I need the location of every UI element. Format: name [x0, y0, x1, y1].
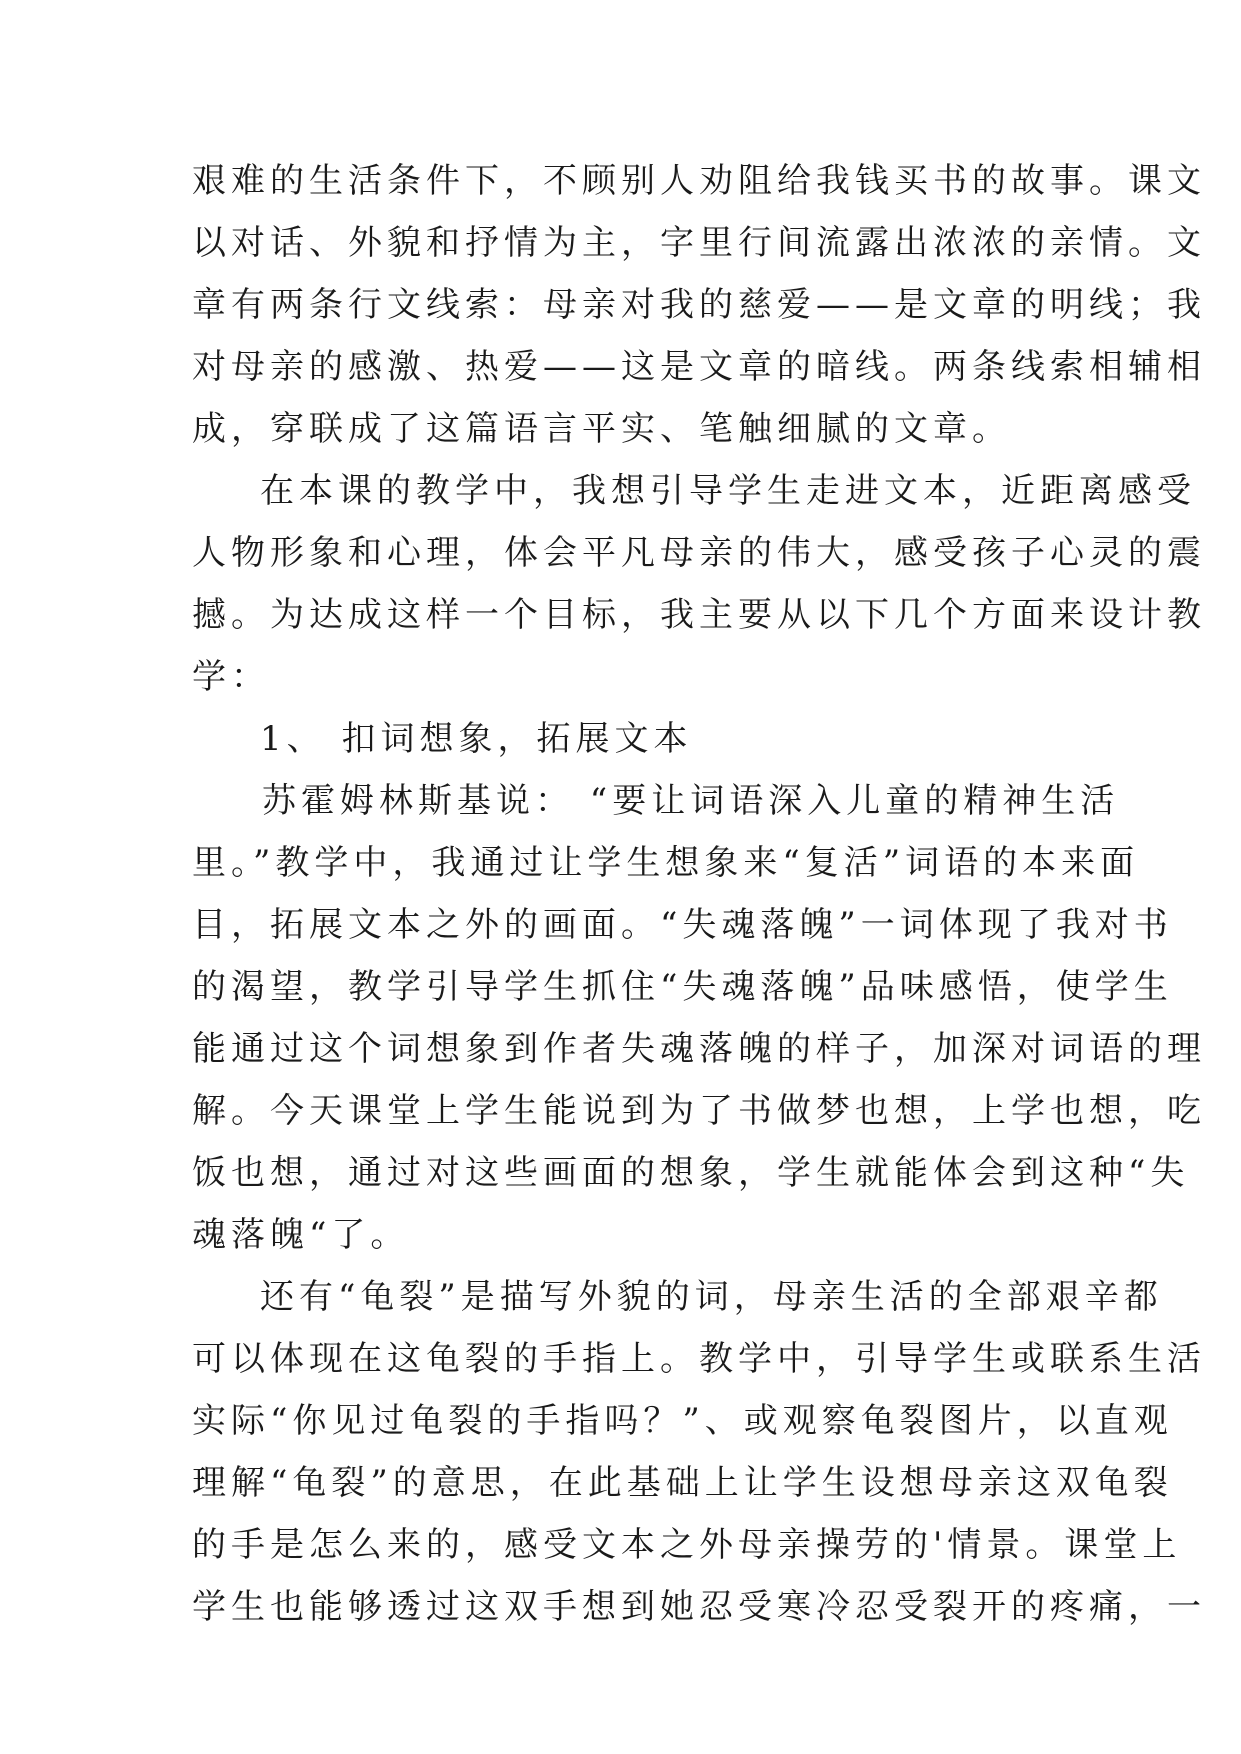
document-body	[192, 150, 1206, 1638]
text-line: 撼。为达成这样一个目标，我主要从以下几个方面来设计教	[192, 595, 1206, 635]
text-line: 能通过这个词想象到作者失魂落魄的样子，加深对词语的理	[192, 1029, 1206, 1069]
text-line: 在本课的教学中，我想引导学生走进文本，近距离感受	[260, 471, 1196, 511]
text-line: 对母亲的感激、热爱——这是文章的暗线。两条线索相辅相	[192, 347, 1206, 387]
text-line: 章有两条行文线索：母亲对我的慈爱——是文章的明线；我	[192, 285, 1206, 325]
text-line: 的手是怎么来的，感受文本之外母亲操劳的'情景。课堂上	[192, 1525, 1182, 1565]
text-line: 可以体现在这龟裂的手指上。教学中，引导学生或联系生活	[192, 1339, 1206, 1379]
text-line: 还有“龟裂”是描写外貌的词，母亲生活的全部艰辛都	[260, 1277, 1163, 1317]
text-line: 成，穿联成了这篇语言平实、笔触细腻的文章。	[192, 409, 1011, 449]
text-line: 饭也想，通过对这些画面的想象，学生就能体会到这种“失	[192, 1153, 1190, 1193]
text-line: 里。”教学中，我通过让学生想象来“复活”词语的本来面	[192, 843, 1140, 883]
text-line: 苏霍姆林斯基说： “要让词语深入儿童的精神生活	[262, 781, 1120, 821]
text-line: 艰难的生活条件下，不顾别人劝阻给我钱买书的故事。课文	[192, 161, 1206, 201]
text-line: 实际“你见过龟裂的手指吗？”、或观察龟裂图片，以直观	[192, 1401, 1173, 1441]
text-line: 的渴望，教学引导学生抓住“失魂落魄”品味感悟，使学生	[192, 967, 1173, 1007]
text-line: 解。今天课堂上学生能说到为了书做梦也想，上学也想，吃	[192, 1091, 1206, 1131]
text-line: 目，拓展文本之外的画面。“失魂落魄”一词体现了我对书	[192, 905, 1173, 945]
text-line: 人物形象和心理，体会平凡母亲的伟大，感受孩子心灵的震	[192, 533, 1206, 573]
text-line: 魂落魄“了。	[192, 1215, 410, 1255]
text-line: 学生也能够透过这双手想到她忍受寒冷忍受裂开的疼痛，一	[192, 1587, 1206, 1627]
text-line: 理解“龟裂”的意思，在此基础上让学生设想母亲这双龟裂	[192, 1463, 1173, 1503]
text-line: 学：	[192, 657, 270, 697]
text-line: 以对话、外貌和抒情为主，字里行间流露出浓浓的亲情。文	[192, 223, 1206, 263]
section-heading: 1、 扣词想象，拓展文本	[260, 719, 693, 759]
